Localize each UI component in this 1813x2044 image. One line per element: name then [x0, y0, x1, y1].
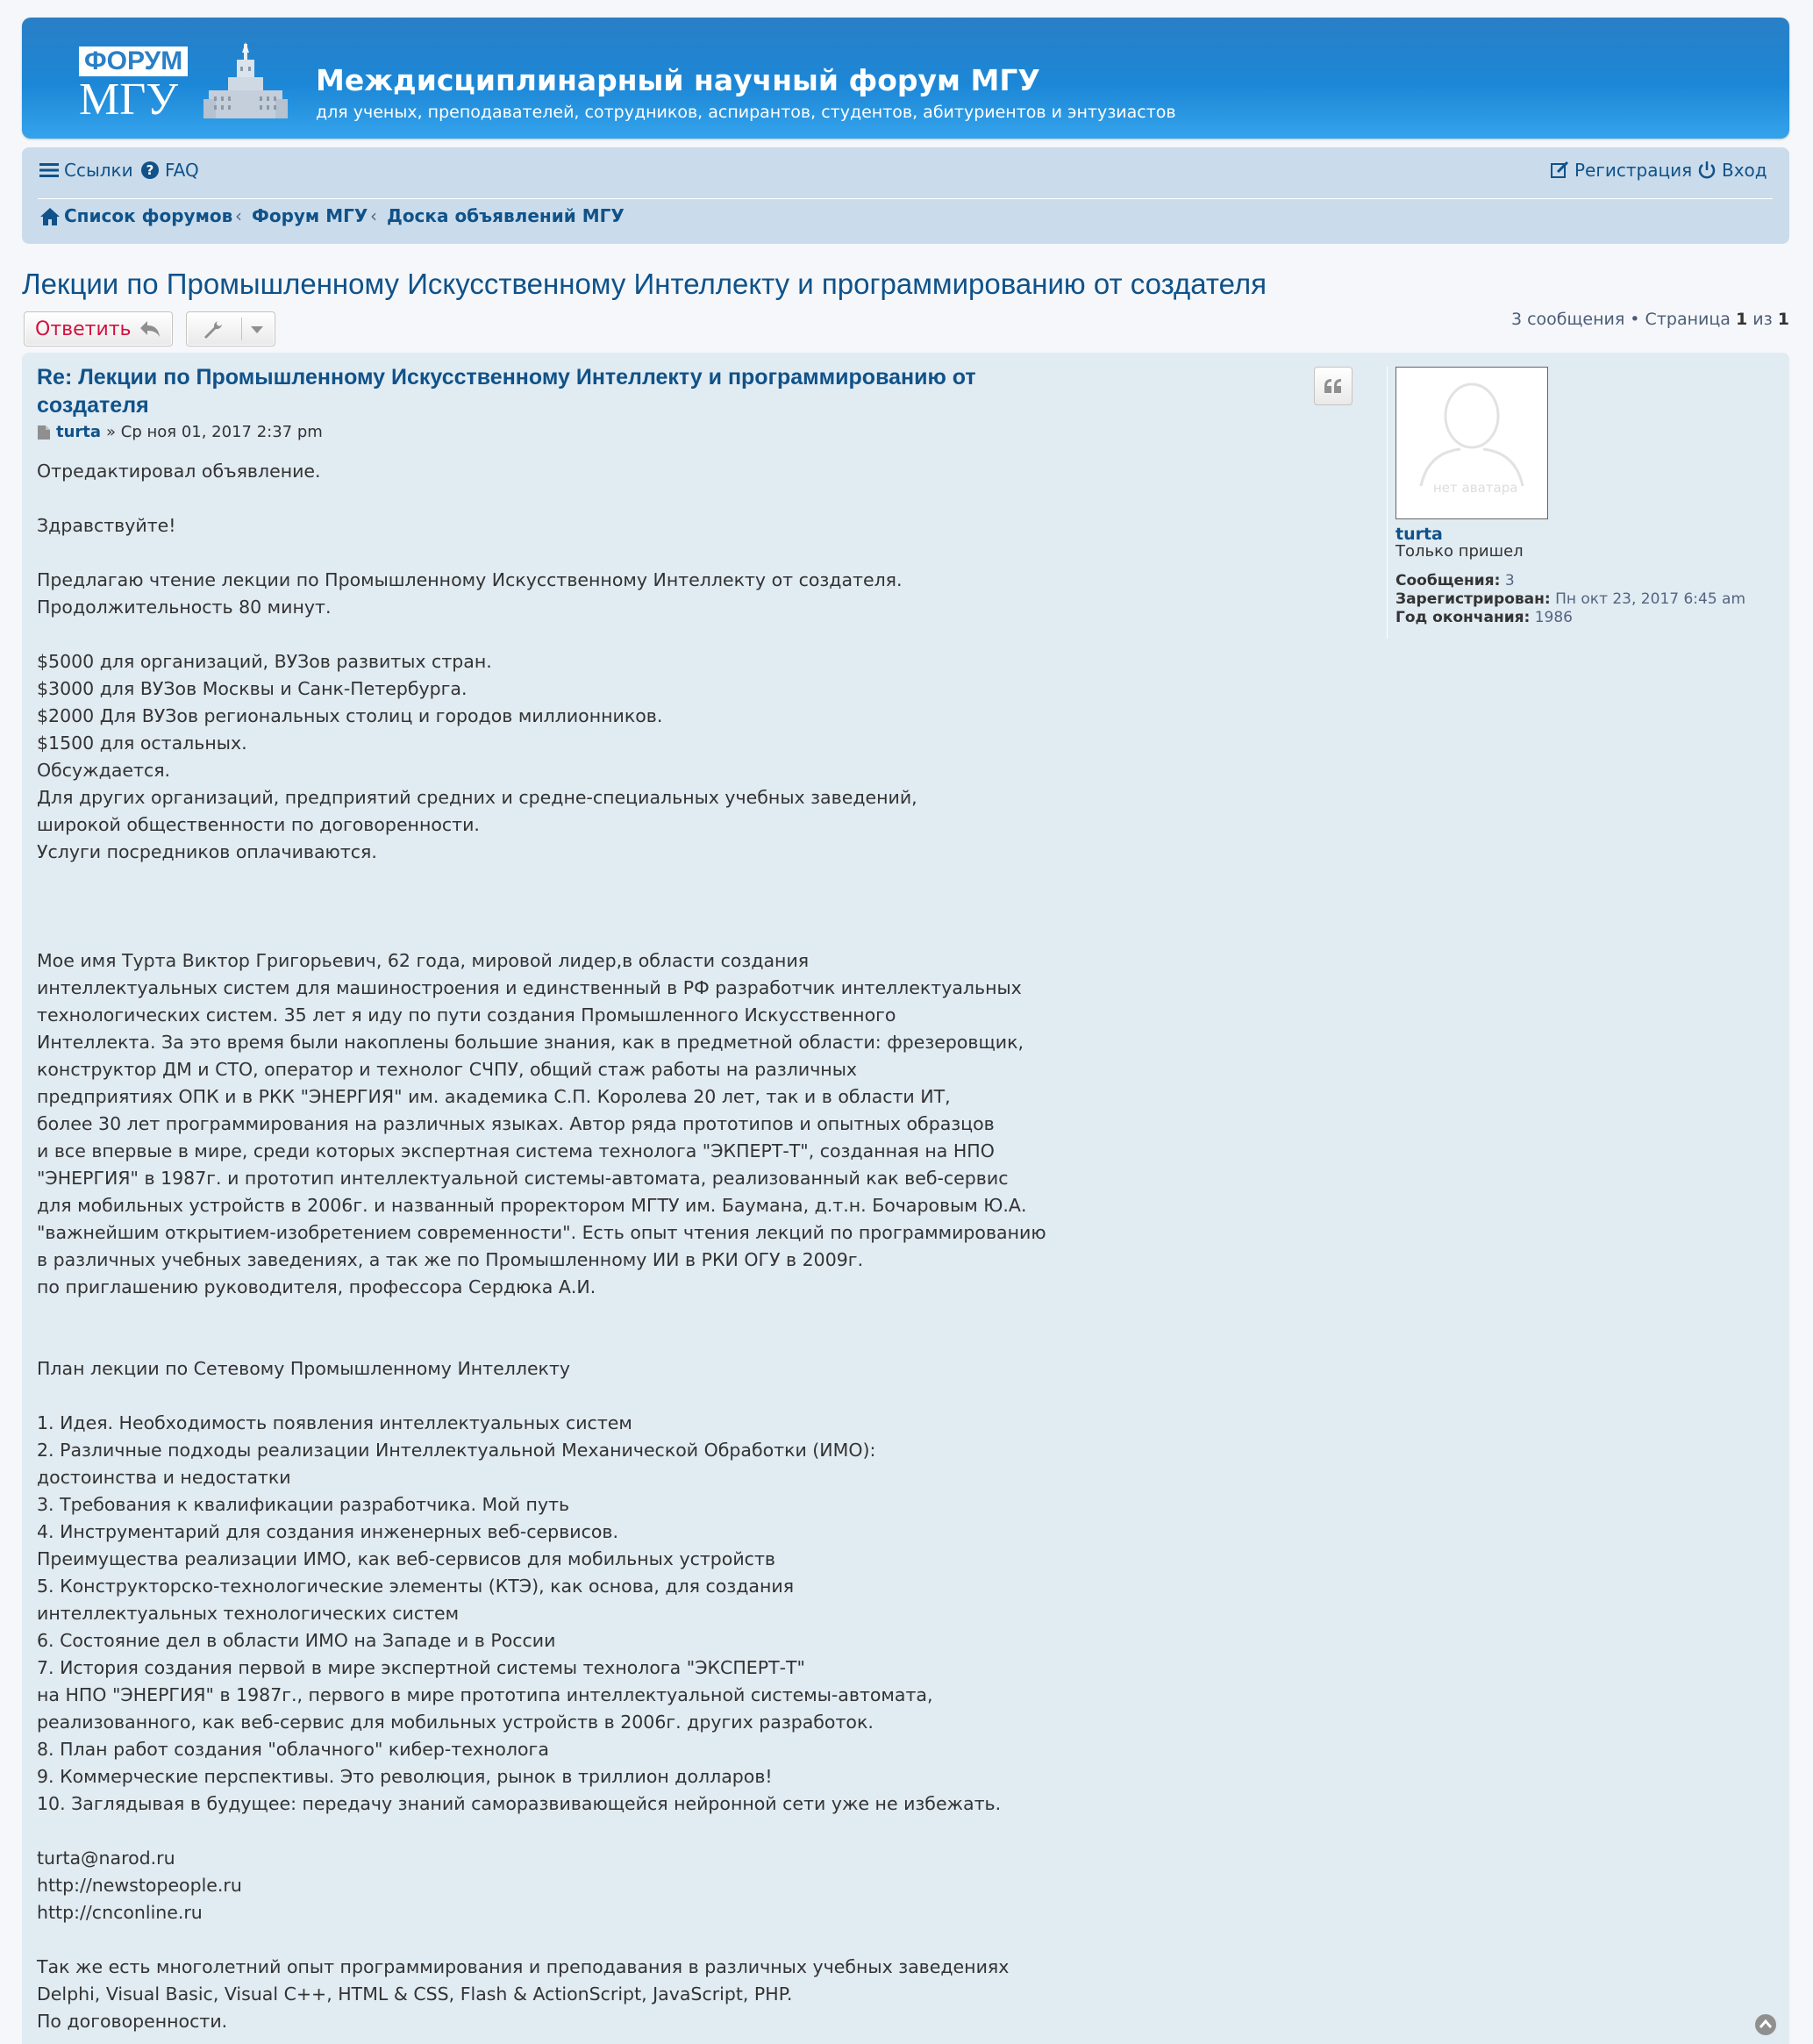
post-content-line: Delphi, Visual Basic, Visual C++, HTML & CSS, Flash & ActionScript, JavaScript, PHP.	[37, 1983, 793, 2005]
quote-button[interactable]	[1314, 367, 1353, 405]
post-content-line: Услуги посредников оплачиваются.	[37, 841, 377, 862]
profile-registered-label: Зарегистрирован:	[1395, 590, 1551, 608]
post-content-line: технологических систем. 35 лет я иду по пути создания Промышленного Искусственного	[37, 1004, 896, 1026]
post-content-line: $3000 для ВУЗов Москвы и Санк-Петербурга.	[37, 678, 468, 699]
breadcrumb-forum-list[interactable]: Список форумов	[64, 205, 233, 226]
pagination-total: 1	[1777, 310, 1789, 329]
post-content-line: 6. Состояние дел в области ИМО на Западе и в России	[37, 1630, 556, 1651]
post-content-line: 1. Идея. Необходимость появления интеллектуальных систем	[37, 1412, 632, 1433]
post-content-line: По договоренности.	[37, 2011, 228, 2032]
site-title[interactable]: Междисциплинарный научный форум МГУ	[316, 63, 1040, 97]
wrench-icon	[203, 319, 224, 339]
post-content-line	[37, 621, 1046, 648]
home-icon	[39, 207, 61, 226]
profile-rank: Только пришел	[1395, 542, 1524, 561]
navbar-divider	[38, 198, 1773, 199]
profile-registered-value: Пн окт 23, 2017 6:45 am	[1555, 590, 1746, 608]
post-content-line: Так же есть многолетний опыт программирования и преподавания в различных учебных заведениях	[37, 1956, 1010, 1977]
profile-username[interactable]: turta	[1395, 525, 1443, 544]
nav-register[interactable]	[1550, 160, 1692, 181]
post-meta	[37, 423, 323, 441]
topic-tools-dropdown[interactable]	[186, 311, 275, 347]
post-content-line: по приглашению руководителя, профессора Сердюка А.И.	[37, 1276, 596, 1297]
profile-stats	[1395, 572, 1745, 627]
post-title[interactable]: Re: Лекции по Промышленному Искусственному Интеллекту и программированию от создателя	[37, 365, 976, 418]
post-content-line	[37, 540, 1046, 567]
caret-down-icon	[250, 325, 264, 334]
post-content-line	[37, 485, 1046, 512]
post-content-line	[37, 1818, 1046, 1845]
post-content-line: "ЭНЕРГИЯ" в 1987г. и прототип интеллектуальной системы-автомата, реализованный как веб-сервис	[37, 1168, 1009, 1189]
post-content-line: 3. Требования к квалификации разработчика. Мой путь	[37, 1494, 570, 1515]
post-content-line: "важнейшим открытием-изобретением современности". Есть опыт чтения лекций по программированию	[37, 1222, 1046, 1243]
site-logo[interactable]	[57, 42, 281, 139]
post-content-line: на НПО "ЭНЕРГИЯ" в 1987г., первого в мире прототипа интеллектуальной системы-автомата,	[37, 1684, 933, 1705]
reply-button[interactable]	[24, 311, 173, 347]
site-header	[22, 18, 1789, 139]
post-content-line: более 30 лет программирования на различных языках. Автор ряда прототипов и опытных образцов	[37, 1113, 995, 1134]
edit-icon	[1550, 161, 1569, 180]
post-content-line	[37, 920, 1046, 947]
post-content-line: $5000 для организаций, ВУЗов развитых стран.	[37, 651, 492, 672]
post-content-line: широкой общественности по договоренности.	[37, 814, 480, 835]
post-content-line: в различных учебных заведениях, а так же по Промышленному ИИ в РКИ ОГУ в 2009г.	[37, 1249, 864, 1270]
nav-register-label: Регистрация	[1574, 160, 1693, 181]
post-content-line: Продолжительность 80 минут.	[37, 597, 332, 618]
profile-graduation-value: 1986	[1534, 609, 1573, 626]
post-content-line: предприятиях ОПК и в РКК "ЭНЕРГИЯ" им. академика С.П. Королева 20 лет, так и в области ИТ,	[37, 1086, 951, 1107]
post-content-line: для мобильных устройств в 2006г. и названный проректором МГТУ им. Баумана, д.т.н. Бочаровым Ю.А.	[37, 1195, 1027, 1216]
post-content-line: интеллектуальных технологических систем	[37, 1603, 460, 1624]
post-content-line: turta@narod.ru	[37, 1847, 175, 1869]
no-avatar-label: нет аватара	[1433, 480, 1518, 496]
question-circle-icon	[140, 161, 160, 180]
nav-links[interactable]	[39, 160, 133, 181]
post-content-line: 9. Коммерческие перспективы. Это революция, рынок в триллион долларов!	[37, 1766, 773, 1787]
nav-login[interactable]	[1697, 160, 1767, 181]
post-content-line: достоинства и недостатки	[37, 1467, 291, 1488]
post-content-line: Здравствуйте!	[37, 515, 176, 536]
post-content-line: http://newstopeople.ru	[37, 1875, 242, 1896]
avatar[interactable]	[1395, 367, 1548, 519]
post-content-line: интеллектуальных систем для машиностроения и единственный в РФ разработчик интеллектуальных	[37, 977, 1022, 998]
post-content-line: Отредактировал объявление.	[37, 461, 321, 482]
nav-faq[interactable]	[140, 160, 199, 181]
university-building-icon	[202, 42, 289, 126]
post-content-line: Для других организаций, предприятий средних и средне-специальных учебных заведений,	[37, 787, 917, 808]
post-content-line: 10. Заглядывая в будущее: передачу знаний саморазвивающейся нейронной сети уже не избежать.	[37, 1793, 1002, 1814]
post-content-line	[37, 1301, 1046, 1328]
arrow-up-circle-icon[interactable]	[1754, 2013, 1777, 2036]
profile-posts-label: Сообщения:	[1395, 572, 1501, 590]
logo-forum-text: ФОРУМ	[79, 46, 188, 76]
topic-title[interactable]: Лекции по Промышленному Искусственному Интеллекту и программированию от создателя	[22, 268, 1267, 300]
reply-icon	[139, 319, 161, 339]
post-content-line: 5. Конструкторско-технологические элементы (КТЭ), как основа, для создания	[37, 1576, 795, 1597]
breadcrumb-forum-mgu[interactable]: Форум МГУ	[252, 205, 368, 226]
profile-posts-value[interactable]: 3	[1504, 572, 1515, 590]
pagination	[1511, 310, 1789, 329]
post-content-line: реализованного, как веб-сервис для мобильных устройств в 2006г. других разработок.	[37, 1712, 874, 1733]
post-content-line: Интеллекта. За это время были накоплены большие знания, как в предметной области: фрезеровщик,	[37, 1032, 1024, 1053]
post-content-line: и все впервые в мире, среди которых экспертная система технолога "ЭКПЕРТ-Т", созданная на НПО	[37, 1140, 995, 1161]
svg-text:?: ?	[146, 162, 154, 178]
breadcrumb-board[interactable]: Доска объявлений МГУ	[387, 205, 625, 226]
post-content-line	[37, 1383, 1046, 1410]
post-date: » Ср ноя 01, 2017 2:37 pm	[106, 423, 323, 441]
post-content-line: 8. План работ создания "облачного" кибер-технолога	[37, 1739, 549, 1760]
post-content-line: Мое имя Турта Виктор Григорьевич, 62 года, мировой лидер,в области создания	[37, 950, 810, 971]
nav-links-label: Ссылки	[64, 160, 133, 181]
post-content-line: 7. История создания первой в мире экспертной системы технолога "ЭКСПЕРТ-Т"	[37, 1657, 805, 1678]
post-content-line: План лекции по Сетевому Промышленному Интеллекту	[37, 1358, 571, 1379]
post-content-line: Предлагаю чтение лекции по Промышленному Искусственному Интеллекту от создателя.	[37, 569, 903, 590]
tools-divider	[241, 318, 242, 340]
bars-icon	[39, 161, 59, 179]
post-content-line: $2000 Для ВУЗов региональных столиц и городов миллионников.	[37, 705, 663, 726]
post-content-line: Обсуждается.	[37, 760, 171, 781]
nav-faq-label: FAQ	[165, 160, 199, 181]
post-author[interactable]: turta	[56, 423, 102, 441]
navbar	[22, 147, 1789, 244]
profile-graduation-label: Год окончания:	[1395, 609, 1531, 626]
post-content-line: 4. Инструментарий для создания инженерных веб-сервисов.	[37, 1521, 618, 1542]
post-content-line: Преимущества реализации ИМО, как веб-сервисов для мобильных устройств	[37, 1548, 775, 1569]
nav-login-label: Вход	[1722, 160, 1767, 181]
logo-mgu-text: МГУ	[79, 75, 179, 125]
post-content-line	[37, 1926, 1046, 1954]
post-content-line: $1500 для остальных.	[37, 733, 247, 754]
quote-icon	[1323, 377, 1344, 395]
breadcrumb-separator: ‹	[235, 205, 242, 226]
pagination-of: из	[1752, 310, 1773, 329]
no-avatar-silhouette-icon	[1412, 381, 1531, 486]
reply-button-label: Ответить	[35, 318, 132, 340]
post-content-line	[37, 1328, 1046, 1355]
post-content-line: 2. Различные подходы реализации Интеллектуальной Механической Обработки (ИМО):	[37, 1440, 876, 1461]
post-content-line	[37, 866, 1046, 893]
power-icon	[1697, 161, 1717, 180]
pagination-current: 1	[1735, 310, 1748, 329]
post-content-line: http://cnconline.ru	[37, 1902, 203, 1923]
file-icon	[37, 425, 51, 440]
post-content-line	[37, 893, 1046, 920]
post	[22, 353, 1789, 2044]
profile-divider	[1387, 367, 1388, 639]
site-description: для ученых, преподавателей, сотрудников, аспирантов, студентов, абитуриентов и энтузиастов	[316, 103, 1176, 122]
post-content-line: конструктор ДМ и СТО, оператор и технолог СЧПУ, общий стаж работы на различных	[37, 1059, 858, 1080]
breadcrumb-separator: ‹	[370, 205, 377, 226]
pagination-count: 3 сообщения • Страница	[1510, 310, 1731, 329]
post-content	[37, 458, 1046, 2035]
